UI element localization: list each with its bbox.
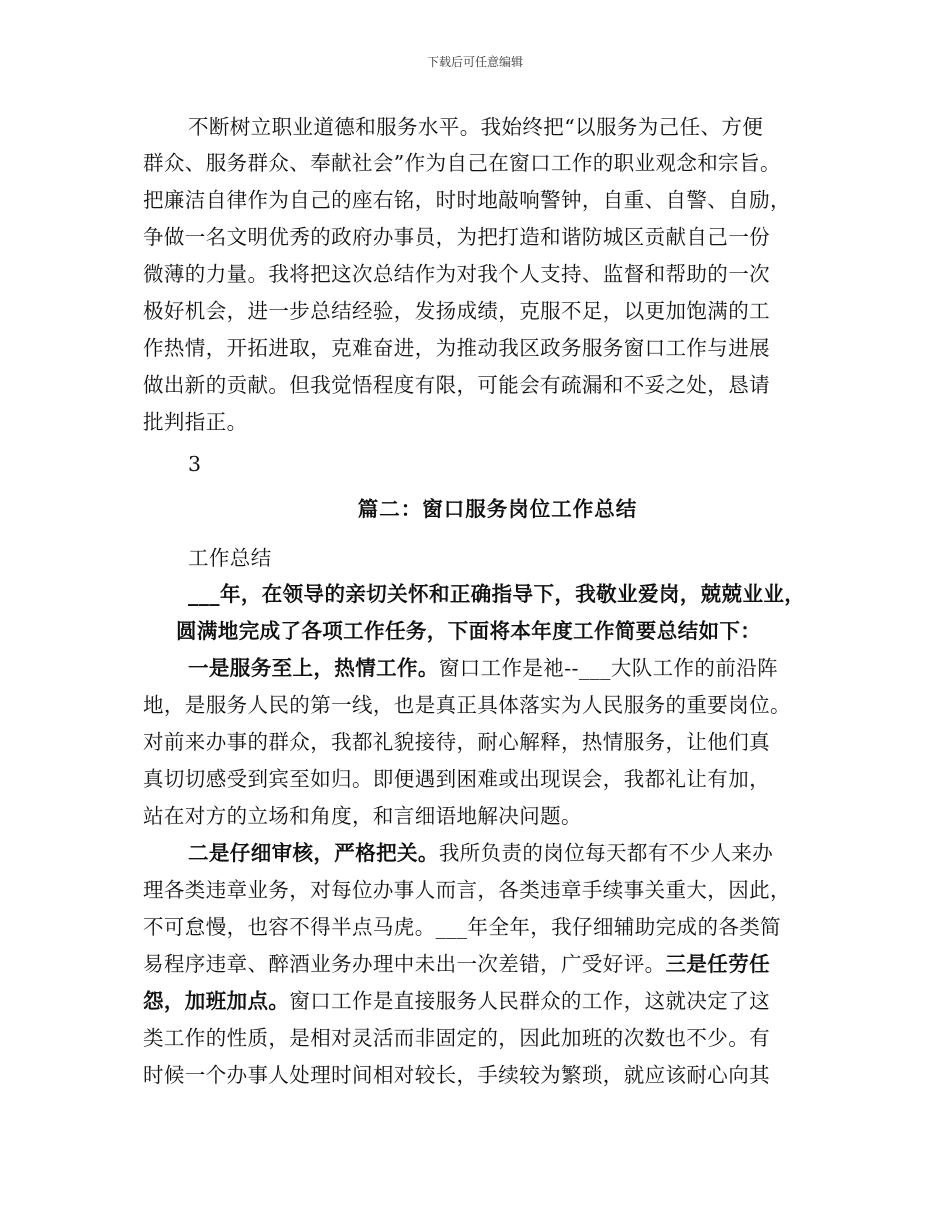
paragraph-line: 地，是服务人民的第一线，也是真正具体落实为人民服务的重要岗位。 <box>143 693 791 717</box>
paragraph-line: 对前来办事的群众，我都礼貌接待，耐心解释，热情服务，让他们真 <box>143 730 770 754</box>
paragraph-line: 群众、服务群众、奉献社会”作为自己在窗口工作的职业观念和宗旨。 <box>143 151 781 175</box>
paragraph-line: 微薄的力量。我将把这次总结作为对我个人支持、监督和帮助的一次 <box>143 262 770 286</box>
point2-heading: 二是仔细审核，严格把关。 <box>188 841 439 865</box>
intro-line: ___年，在领导的亲切关怀和正确指导下，我敬业爱岗，兢兢业业， <box>188 582 806 606</box>
paragraph-line: 真切切感受到宾至如归。即便遇到困难或出现误会，我都礼让有加， <box>143 767 770 791</box>
paragraph-line: 时候一个办事人处理时间相对较长，手续较为繁琐，就应该耐心向其 <box>143 1063 770 1087</box>
point2-text: 易程序违章、醉酒业务办理中未出一次差错，广受好评。 <box>143 952 666 976</box>
page-number: 3 <box>188 452 202 476</box>
paragraph-line: 不断树立职业道德和服务水平。我始终把“以服务为己任、方便 <box>188 115 764 139</box>
paragraph-line: 批判指正。 <box>143 410 248 434</box>
paragraph-line: 极好机会，进一步总结经验，发扬成绩，克服不足，以更加饱满的工 <box>143 299 770 323</box>
paragraph-line: 理各类违章业务，对每位办事人而言，各类违章手续事关重大，因此， <box>143 878 791 902</box>
point1-first-line <box>188 653 778 683</box>
point2-first-line <box>188 838 773 868</box>
page-header: 下载后可任意编辑 <box>426 55 523 69</box>
intro-line: 圆满地完成了各项工作任务，下面将本年度工作简要总结如下： <box>176 619 762 643</box>
paragraph-line <box>143 986 770 1016</box>
section-title: 篇二：窗口服务岗位工作总结 <box>357 497 638 521</box>
point2-text: 我所负责的岗位每天都有不少人来办 <box>438 841 774 865</box>
point1-text: 窗口工作是祂--___大队工作的前沿阵 <box>438 656 779 680</box>
paragraph-line <box>143 949 770 979</box>
point1-heading: 一是服务至上，热情工作。 <box>188 656 439 680</box>
paragraph-line: 争做一名文明优秀的政府办事员，为把打造和谐防城区贡献自己一份 <box>143 225 770 249</box>
paragraph-line: 把廉洁自律作为自己的座右铭，时时地敲响警钟，自重、自警、自励， <box>143 188 791 212</box>
point3-heading: 怨，加班加点。 <box>143 989 290 1013</box>
paragraph-line: 做出新的贡献。但我觉悟程度有限，可能会有疏漏和不妥之处，恳请 <box>143 373 770 397</box>
paragraph-line: 类工作的性质，是相对灵活而非固定的，因此加班的次数也不少。有 <box>143 1026 770 1050</box>
paragraph-line: 不可怠慢，也容不得半点马虎。___年全年，我仔细辅助完成的各类简 <box>143 915 782 939</box>
point3-heading: 三是任劳任 <box>665 952 770 976</box>
paragraph-line: 作热情，开拓进取，克难奋进，为推动我区政务服务窗口工作与进展 <box>143 336 770 360</box>
paragraph-line: 站在对方的立场和角度，和言细语地解决问题。 <box>143 804 582 828</box>
point3-text: 窗口工作是直接服务人民群众的工作，这就决定了这 <box>289 989 771 1013</box>
subtitle: 工作总结 <box>188 546 272 570</box>
